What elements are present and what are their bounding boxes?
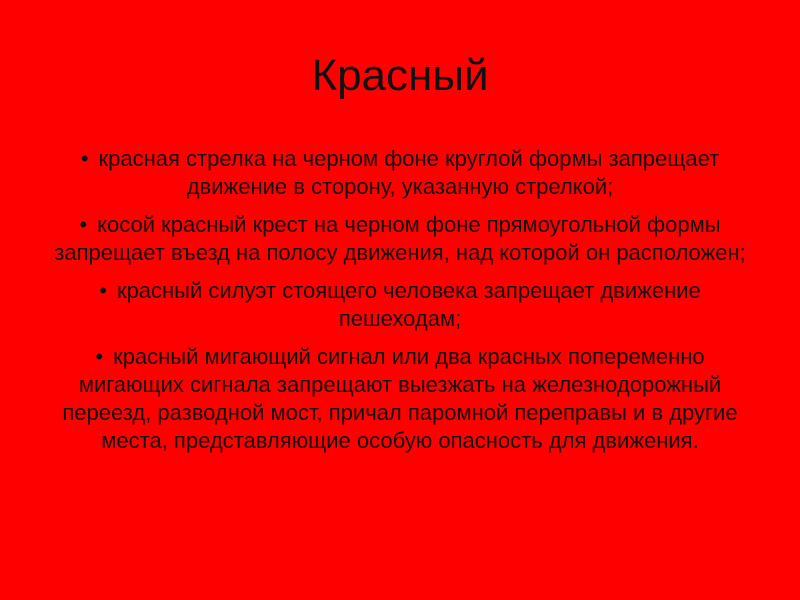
bullet-item (50, 211, 750, 267)
slide-title: Красный (311, 51, 489, 100)
bullet-item (50, 343, 750, 455)
bullet-text: красная стрелка на черном фоне круглой формы запрещает движение в сторону, указанную стрелкой; (98, 146, 720, 199)
bullet-list (50, 145, 750, 465)
bullet-marker: • (80, 146, 89, 171)
bullet-text: красный силуэт стоящего человека запрещает движение пешеходам; (116, 278, 701, 331)
bullet-item (50, 277, 750, 333)
bullet-marker: • (99, 278, 107, 303)
bullet-text: красный мигающий сигнал или два красных попеременно мигающих сигнала запрещают выезжать на железнодорожный переезд, разводной мост, причал паромной переправы и в другие места, представляющие особую опасность для движения. (62, 344, 738, 453)
bullet-marker: • (79, 212, 88, 237)
bullet-item (50, 145, 750, 201)
bullet-text: косой красный крест на черном фоне прямоугольной формы запрещает въезд на полосу движения, над которой он расположен; (54, 212, 746, 265)
bullet-marker: • (95, 344, 104, 369)
